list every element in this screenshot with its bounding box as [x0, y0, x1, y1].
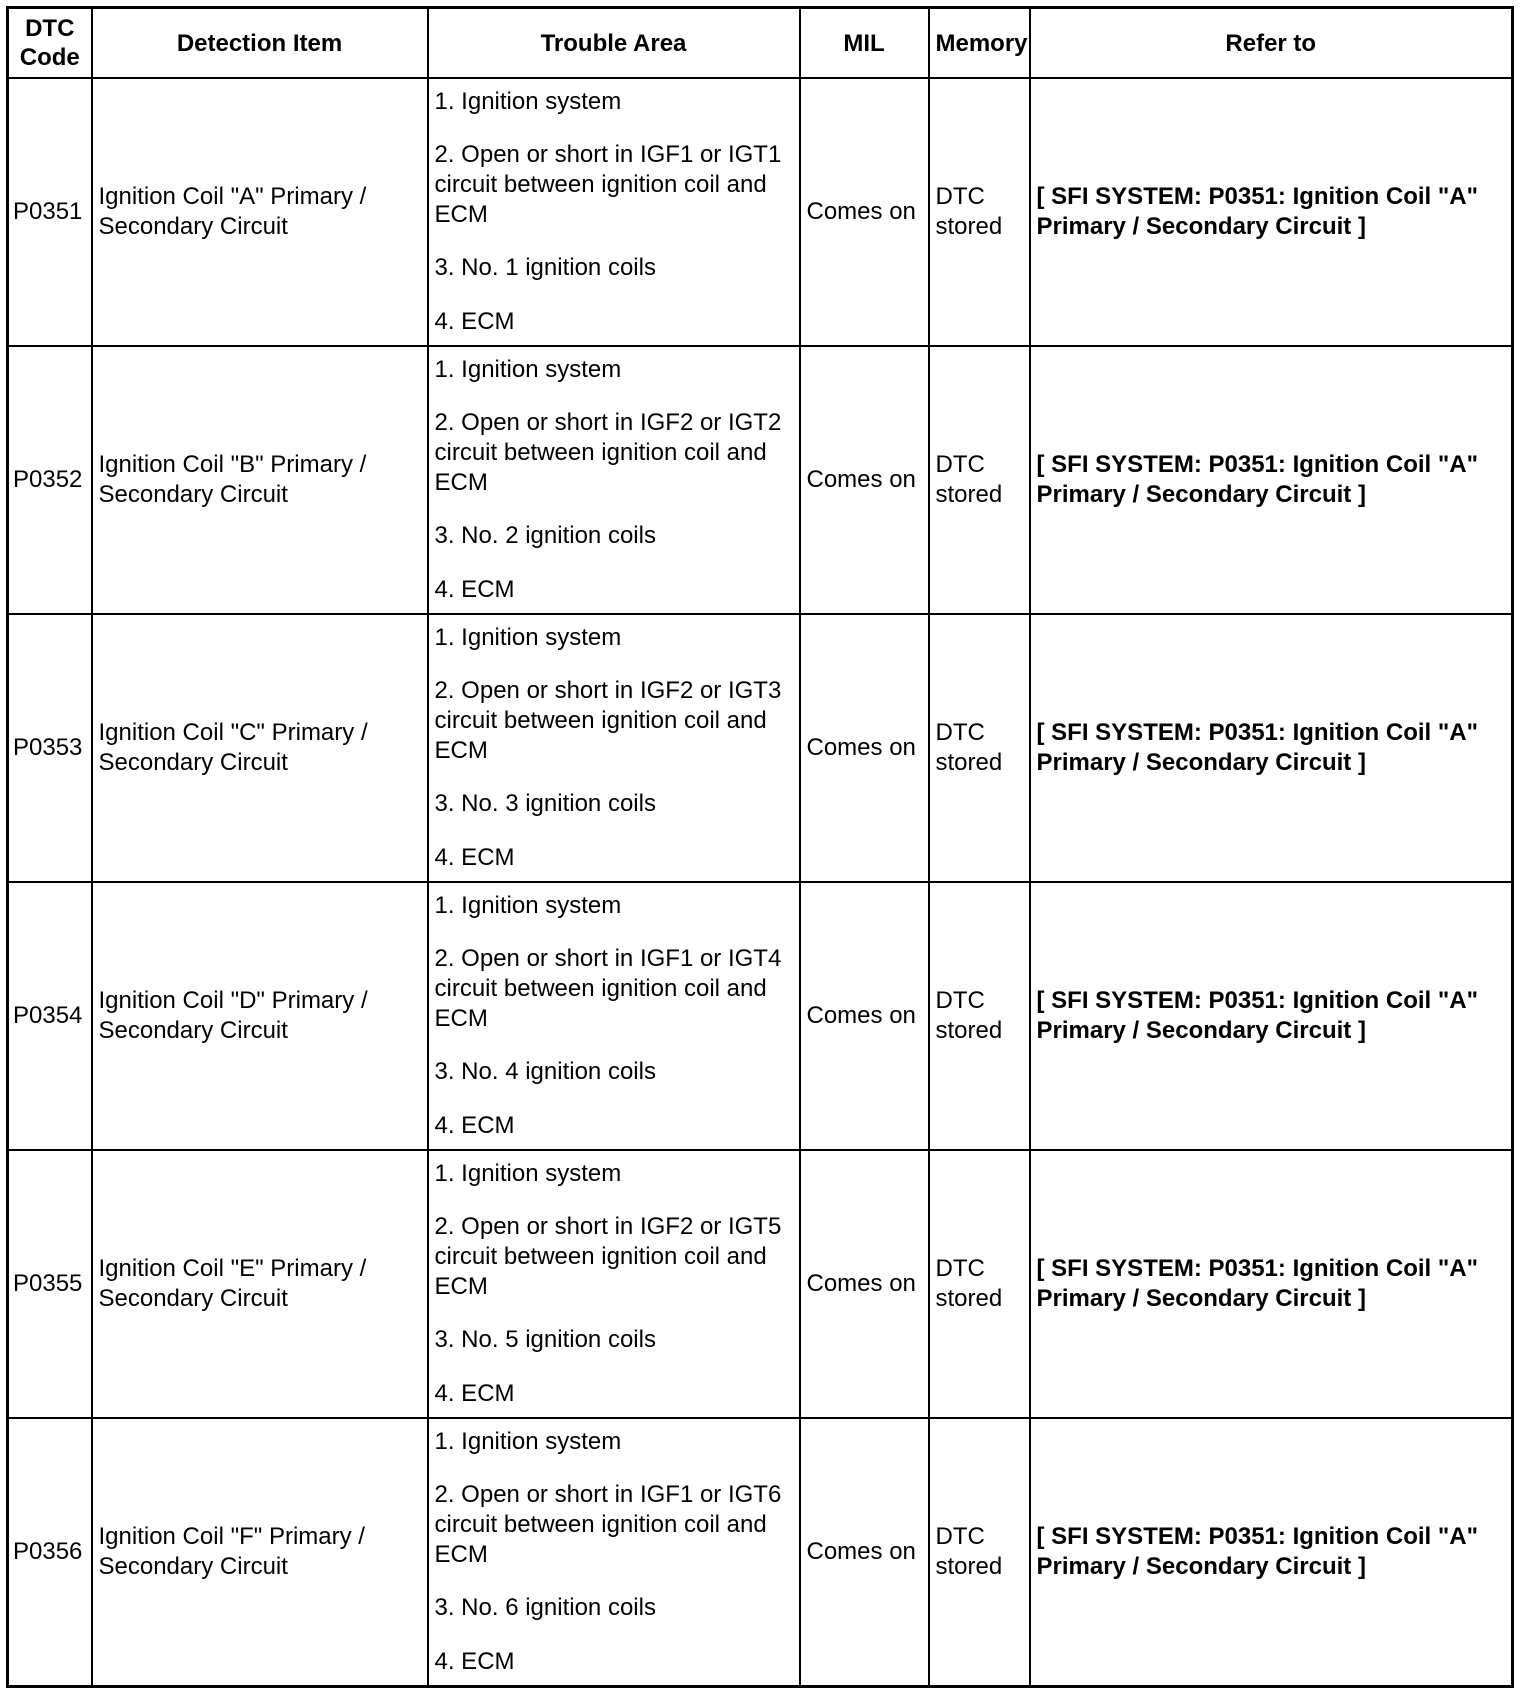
table-row	[8, 882, 1513, 1150]
memory-cell: DTC stored	[929, 1150, 1030, 1418]
refer-to-link[interactable]: [ SFI SYSTEM: P0351: Ignition Coil "A" Primary / Secondary Circuit ]	[1030, 614, 1513, 882]
header-detection-item: Detection Item	[92, 8, 428, 79]
trouble-area-line: 1. Ignition system	[434, 1160, 622, 1187]
trouble-area-cell	[428, 882, 800, 1150]
trouble-area-cell	[428, 1418, 800, 1686]
memory-cell: DTC stored	[929, 1418, 1030, 1686]
dtc-code-cell: P0353	[8, 614, 92, 882]
header-mil: MIL	[800, 8, 929, 79]
table-row	[8, 614, 1513, 882]
trouble-area-line: 2. Open or short in IGF2 or IGT5 circuit between ignition coil and ECM	[434, 1213, 782, 1300]
detection-item-cell: Ignition Coil "A" Primary / Secondary Circuit	[92, 78, 428, 346]
dtc-table	[6, 6, 1514, 1688]
detection-item-cell: Ignition Coil "E" Primary / Secondary Circuit	[92, 1150, 428, 1418]
trouble-area-line: 3. No. 6 ignition coils	[434, 1594, 656, 1621]
mil-cell: Comes on	[800, 1150, 929, 1418]
table-row	[8, 78, 1513, 346]
trouble-area-line: 2. Open or short in IGF1 or IGT1 circuit between ignition coil and ECM	[434, 141, 782, 228]
detection-item-cell: Ignition Coil "D" Primary / Secondary Circuit	[92, 882, 428, 1150]
trouble-area-line: 2. Open or short in IGF1 or IGT6 circuit between ignition coil and ECM	[434, 1481, 782, 1568]
mil-cell: Comes on	[800, 614, 929, 882]
trouble-area-line: 3. No. 5 ignition coils	[434, 1326, 656, 1353]
refer-to-link[interactable]: [ SFI SYSTEM: P0351: Ignition Coil "A" Primary / Secondary Circuit ]	[1030, 346, 1513, 614]
dtc-code-cell: P0351	[8, 78, 92, 346]
trouble-area-cell	[428, 346, 800, 614]
header-trouble-area: Trouble Area	[428, 8, 800, 79]
trouble-area-cell	[428, 1150, 800, 1418]
dtc-code-cell: P0355	[8, 1150, 92, 1418]
mil-cell: Comes on	[800, 882, 929, 1150]
refer-to-link[interactable]: [ SFI SYSTEM: P0351: Ignition Coil "A" Primary / Secondary Circuit ]	[1030, 1150, 1513, 1418]
detection-item-cell: Ignition Coil "C" Primary / Secondary Circuit	[92, 614, 428, 882]
trouble-area-line: 3. No. 1 ignition coils	[434, 254, 656, 281]
trouble-area-line: 4. ECM	[434, 1648, 515, 1675]
memory-cell: DTC stored	[929, 346, 1030, 614]
trouble-area-line: 1. Ignition system	[434, 892, 622, 919]
refer-to-link[interactable]: [ SFI SYSTEM: P0351: Ignition Coil "A" Primary / Secondary Circuit ]	[1030, 78, 1513, 346]
table-row	[8, 346, 1513, 614]
table-body	[8, 78, 1513, 1686]
trouble-area-cell	[428, 78, 800, 346]
trouble-area-line: 3. No. 3 ignition coils	[434, 790, 656, 817]
dtc-code-cell: P0352	[8, 346, 92, 614]
trouble-area-line: 4. ECM	[434, 308, 515, 335]
trouble-area-line: 4. ECM	[434, 844, 515, 871]
trouble-area-line: 4. ECM	[434, 576, 515, 603]
dtc-code-cell: P0356	[8, 1418, 92, 1686]
trouble-area-line: 2. Open or short in IGF2 or IGT3 circuit between ignition coil and ECM	[434, 677, 782, 764]
header-refer-to: Refer to	[1030, 8, 1513, 79]
trouble-area-line: 3. No. 2 ignition coils	[434, 522, 656, 549]
trouble-area-cell	[428, 614, 800, 882]
mil-cell: Comes on	[800, 78, 929, 346]
table-row	[8, 1150, 1513, 1418]
trouble-area-line: 1. Ignition system	[434, 356, 622, 383]
mil-cell: Comes on	[800, 346, 929, 614]
trouble-area-line: 2. Open or short in IGF1 or IGT4 circuit between ignition coil and ECM	[434, 945, 782, 1032]
trouble-area-line: 2. Open or short in IGF2 or IGT2 circuit between ignition coil and ECM	[434, 409, 782, 496]
trouble-area-line: 4. ECM	[434, 1380, 515, 1407]
dtc-code-cell: P0354	[8, 882, 92, 1150]
mil-cell: Comes on	[800, 1418, 929, 1686]
header-dtc-code: DTC Code	[8, 8, 92, 79]
memory-cell: DTC stored	[929, 882, 1030, 1150]
memory-cell: DTC stored	[929, 78, 1030, 346]
table-row	[8, 1418, 1513, 1686]
refer-to-link[interactable]: [ SFI SYSTEM: P0351: Ignition Coil "A" Primary / Secondary Circuit ]	[1030, 882, 1513, 1150]
detection-item-cell: Ignition Coil "F" Primary / Secondary Circuit	[92, 1418, 428, 1686]
refer-to-link[interactable]: [ SFI SYSTEM: P0351: Ignition Coil "A" Primary / Secondary Circuit ]	[1030, 1418, 1513, 1686]
detection-item-cell: Ignition Coil "B" Primary / Secondary Circuit	[92, 346, 428, 614]
trouble-area-line: 4. ECM	[434, 1112, 515, 1139]
trouble-area-line: 1. Ignition system	[434, 624, 622, 651]
trouble-area-line: 1. Ignition system	[434, 88, 622, 115]
memory-cell: DTC stored	[929, 614, 1030, 882]
trouble-area-line: 3. No. 4 ignition coils	[434, 1058, 656, 1085]
header-row	[8, 8, 1513, 79]
header-memory: Memory	[929, 8, 1030, 79]
trouble-area-line: 1. Ignition system	[434, 1428, 622, 1455]
table-header	[8, 8, 1513, 79]
